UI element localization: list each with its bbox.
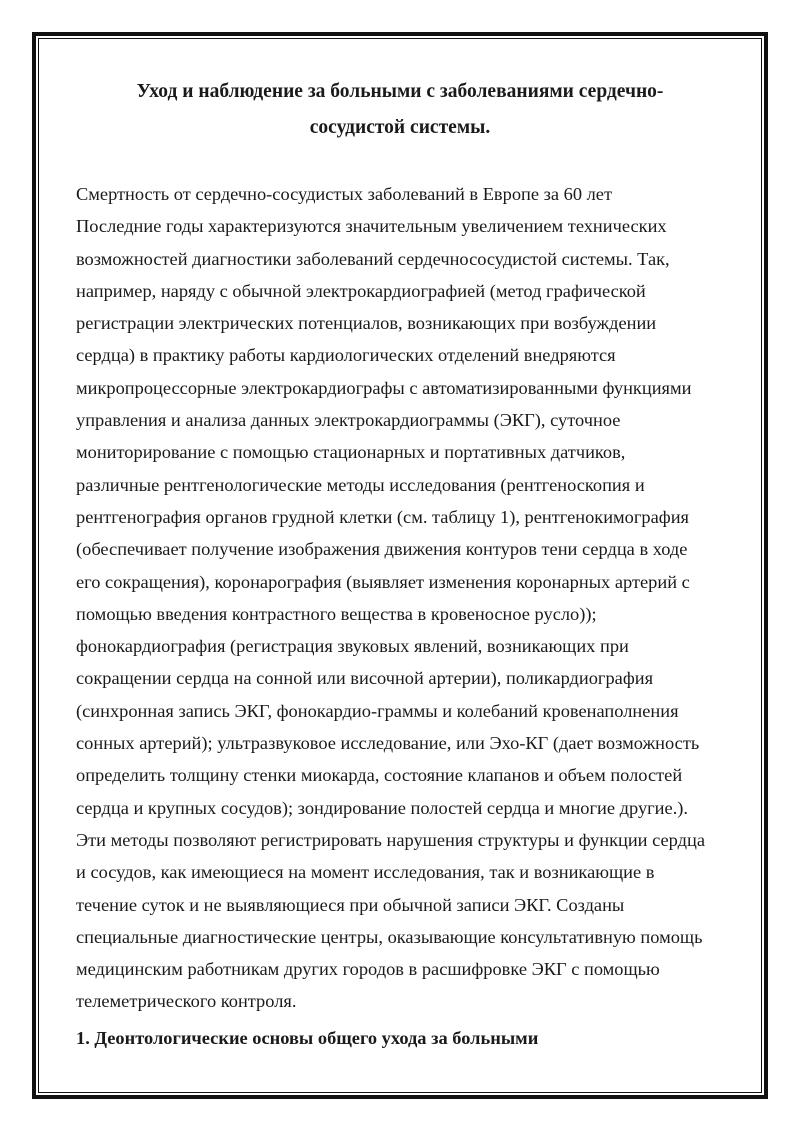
text-line: сокращении сердца на сонной или височной артерии), поликардиография	[76, 668, 654, 689]
text-line: мониторирование с помощью стационарных и портативных датчиков,	[76, 442, 626, 463]
text-line: Смертность от сердечно-сосудистых заболеваний в Европе за 60 лет	[76, 184, 613, 204]
text-line: фонокардиография (регистрация звуковых явлений, возникающих при	[76, 636, 629, 657]
text-line: (обеспечивает получение изображения движения контуров тени сердца в ходе	[76, 539, 688, 560]
text-line: его сокращения), коронарография (выявляет изменения коронарных артерий с	[76, 571, 690, 592]
text-line: сонных артерий); ультразвуковое исследование, или Эхо-КГ (дает возможность	[76, 733, 700, 754]
text-line: и сосудов, как имеющиеся на момент исследования, так и возникающие в	[76, 862, 655, 883]
page-title	[60, 74, 740, 146]
text-line: телеметрического контроля.	[76, 991, 297, 1012]
text-line: возможностей диагностики заболеваний сердечнососудистой системы. Так,	[76, 248, 670, 269]
text-line: течение суток и не выявляющиеся при обычной записи ЭКГ. Созданы	[76, 894, 625, 915]
text-line: сердца и крупных сосудов); зондирование полостей сердца и многие другие.).	[76, 797, 689, 818]
text-line: регистрации электрических потенциалов, возникающих при возбуждении	[76, 313, 657, 334]
text-line: помощью введения контрастного вещества в кровеносное русло));	[76, 603, 597, 624]
text-line: управления и анализа данных электрокардиограммы (ЭКГ), суточное	[76, 410, 621, 431]
text-line: сердца) в практику работы кардиологических отделений внедряются	[76, 345, 616, 366]
title-line: сосудистой системы.	[309, 117, 491, 138]
text-line: микропроцессорные электрокардиографы с автоматизированными функциями	[76, 377, 692, 398]
text-line: (синхронная запись ЭКГ, фонокардио-граммы и колебаний кровенаполнения	[76, 700, 679, 721]
text-line: различные рентгенологические методы исследования (рентгеноскопия и	[76, 474, 645, 495]
title-line: Уход и наблюдение за больными с заболеваниями сердечно-	[136, 81, 664, 102]
text-line: специальные диагностические центры, оказывающие консультативную помощь	[76, 926, 703, 947]
text-line: медицинским работникам других городов в расшифровке ЭКГ с помощью	[76, 959, 660, 980]
text-line: Последние годы характеризуются значительным увеличением технических	[76, 216, 667, 237]
section-heading: 1. Деонтологические основы общего ухода за больными	[76, 1028, 539, 1048]
text-line: рентгенография органов грудной клетки (см. таблицу 1), рентгенокимография	[76, 506, 689, 527]
body-text	[76, 178, 756, 1018]
text-line: например, наряду с обычной электрокардиографией (метод графической	[76, 280, 646, 301]
text-line: Эти методы позволяют регистрировать нарушения структуры и функции сердца	[76, 829, 705, 850]
text-line: определить толщину стенки миокарда, состояние клапанов и объем полостей	[76, 765, 683, 786]
